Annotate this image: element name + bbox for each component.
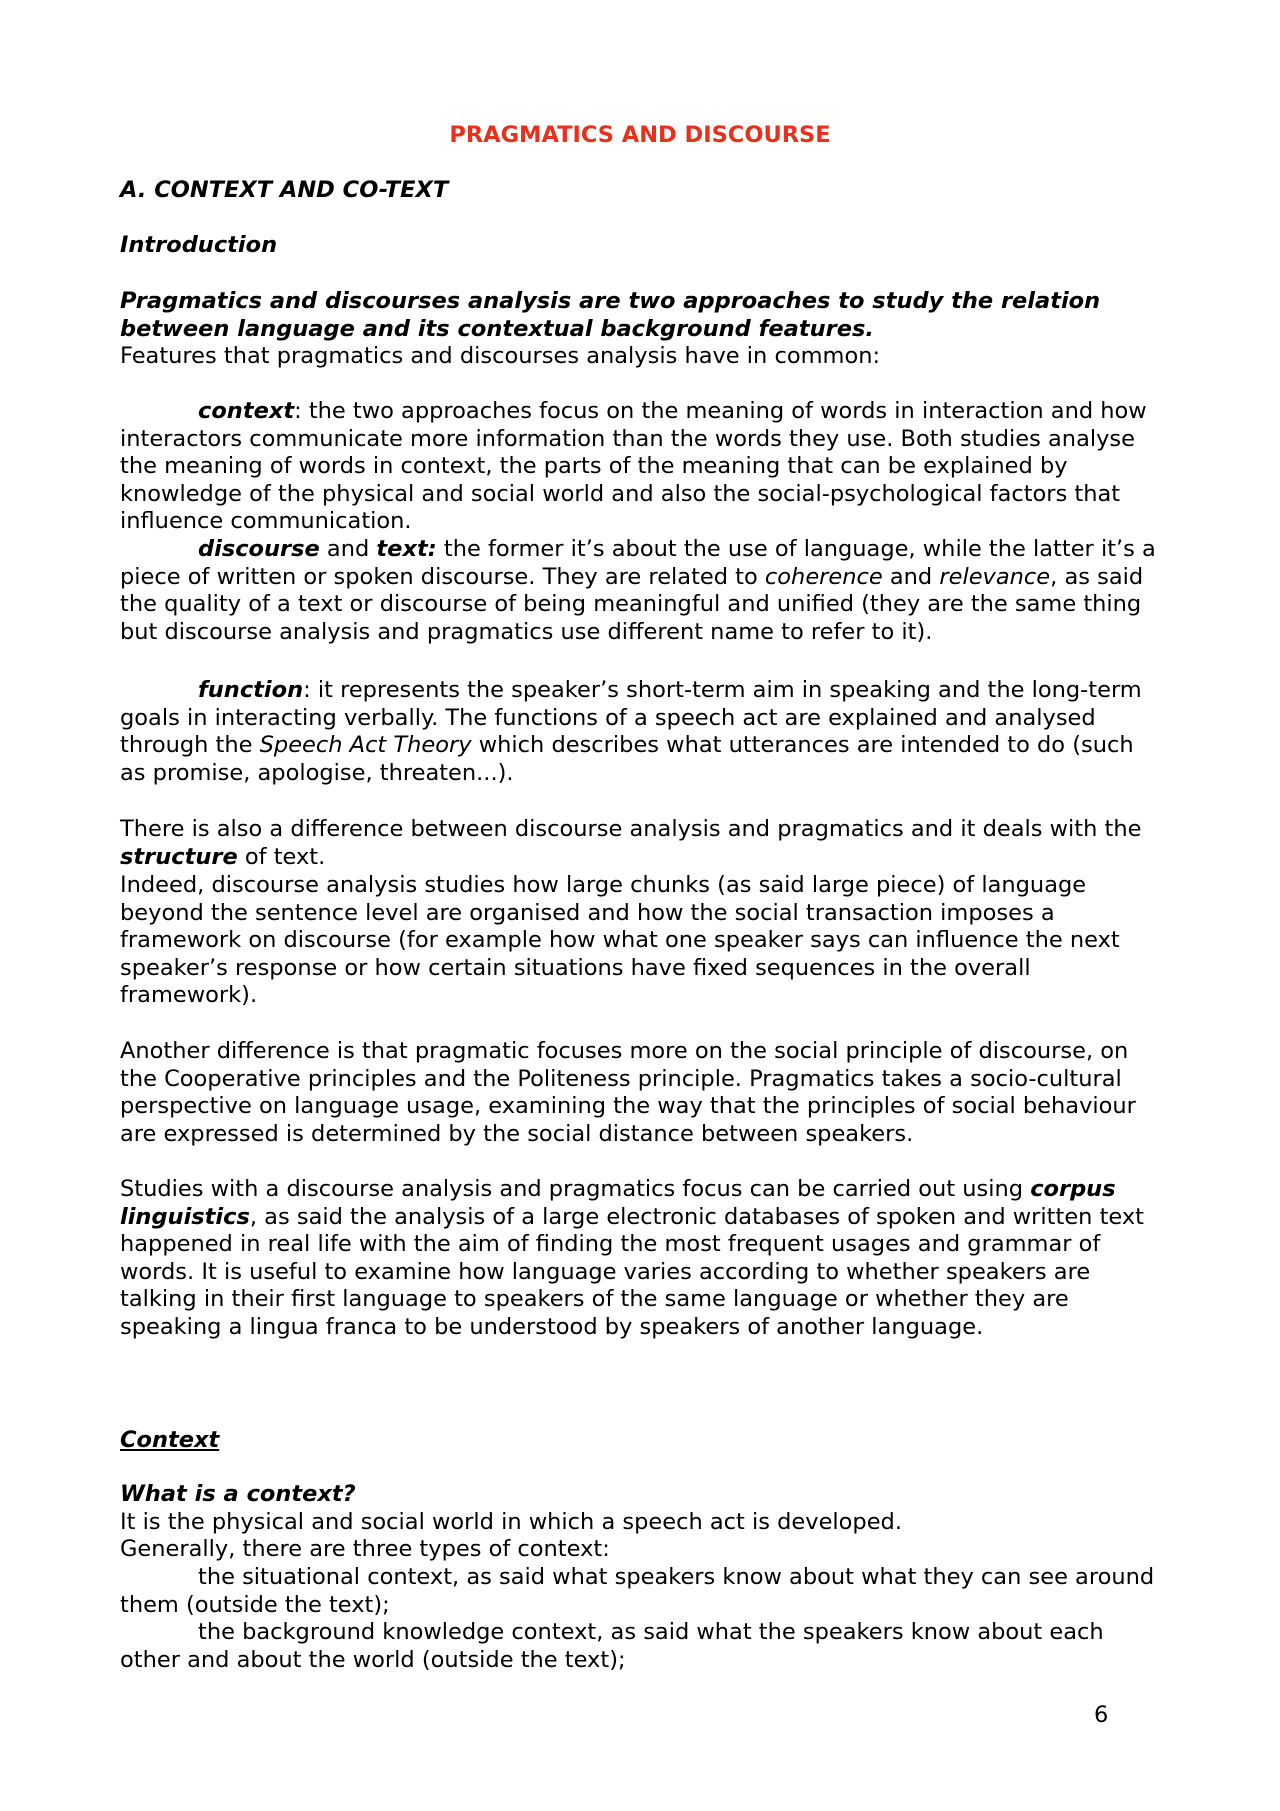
background-text: the background knowledge context, as said what the speakers know about each other and about the world (outside the text); (120, 1619, 1104, 1673)
function-term: function (198, 677, 304, 703)
discourse-and: and (319, 536, 377, 562)
structure-paragraph (120, 816, 1160, 871)
context-text: : the two approaches focus on the meaning of words in interaction and how interactors communicate more information than the words they use. Both studies analyse the meaning of words in context, the parts of the meaning that can be explained by knowledge of the physical and social world and also the social-psychological factors that influence communication. (120, 398, 1147, 535)
function-paragraph (120, 677, 1160, 787)
function-text-2: which describes what utterances are intended to do (such as promise, apologise, threaten...). (120, 732, 1134, 786)
indeed-paragraph: Indeed, discourse analysis studies how large chunks (as said large piece) of language beyond the sentence level are organised and how the social transaction imposes a framework on discourse (for example how what one speaker says can influence the next speaker’s response or how certain situations have fixed sequences in the overall framework). (120, 872, 1120, 1009)
context-definition: It is the physical and social world in which a speech act is developed. (120, 1508, 902, 1535)
intro-common-text: Features that pragmatics and discourses analysis have in common: (120, 343, 881, 370)
structure-text-1: There is also a difference between discourse analysis and pragmatics and it deals with the (120, 816, 1142, 842)
discourse-term: discourse (198, 536, 320, 562)
what-is-context-block (120, 1481, 1160, 1564)
intro-heading: Introduction (120, 232, 278, 258)
page-number: 6 (1094, 1702, 1109, 1728)
discourse-paragraph (120, 536, 1160, 646)
what-is-context-heading: What is a context? (120, 1481, 356, 1507)
corpus-term: corpus linguistics (120, 1176, 1116, 1230)
another-difference-paragraph: Another difference is that pragmatic focuses more on the social principle of discourse, on the Cooperative principles and the Politeness principle. Pragmatics takes a socio-cultural perspective on language usage, examining the way that the principles of social behaviour are expressed is determined by the social distance between speakers. (120, 1038, 1136, 1147)
corpus-paragraph (120, 1176, 1160, 1342)
function-text-1: : it represents the speaker’s short-term aim in speaking and the long-term goals in interacting verbally. The functions of a speech act are explained and analysed through the (120, 677, 1142, 759)
studies-text-1: Studies with a discourse analysis and pragmatics focus can be carried out using (120, 1176, 1031, 1202)
context-paragraph (120, 398, 1160, 536)
background-context-item (120, 1619, 1160, 1674)
coherence-term: coherence (764, 563, 883, 590)
relevance-term: relevance (939, 563, 1051, 590)
section-heading: A. CONTEXT AND CO-TEXT (120, 177, 449, 203)
intro-bold-statement: Pragmatics and discourses analysis are two approaches to study the relation between language and its contextual background features. (120, 288, 1101, 342)
text-term: text: (376, 536, 437, 562)
studies-text-2: , as said the analysis of a large electronic databases of spoken and written text happened in real life with the aim of finding the most frequent usages and grammar of words. It is useful to examine how language varies according to whether speakers are talking in their first language to speakers of the same language or whether they are speaking a lingua franca to be understood by speakers of another language. (120, 1203, 1144, 1340)
document-title: PRAGMATICS AND DISCOURSE (449, 122, 831, 148)
discourse-text-2: and (882, 563, 940, 590)
three-types-text: Generally, there are three types of context: (120, 1536, 610, 1563)
structure-term: structure (120, 843, 238, 870)
context-heading: Context (120, 1427, 220, 1453)
structure-text-2: of text. (237, 843, 326, 870)
intro-paragraph (120, 288, 1160, 371)
speech-act-theory: Speech Act Theory (259, 732, 472, 759)
situational-text: the situational context, as said what speakers know about what they can see around them (outside the text); (120, 1564, 1155, 1618)
discourse-text-1: the former it’s about the use of language, while the latter it’s a piece of written or spoken discourse. They are related to (120, 536, 1156, 590)
situational-context-item (120, 1564, 1160, 1619)
discourse-text-3: , as said the quality of a text or discourse of being meaningful and unified (they are the same thing but discourse analysis and pragmatics use different name to refer to it). (120, 563, 1144, 645)
context-term: context (198, 398, 295, 424)
